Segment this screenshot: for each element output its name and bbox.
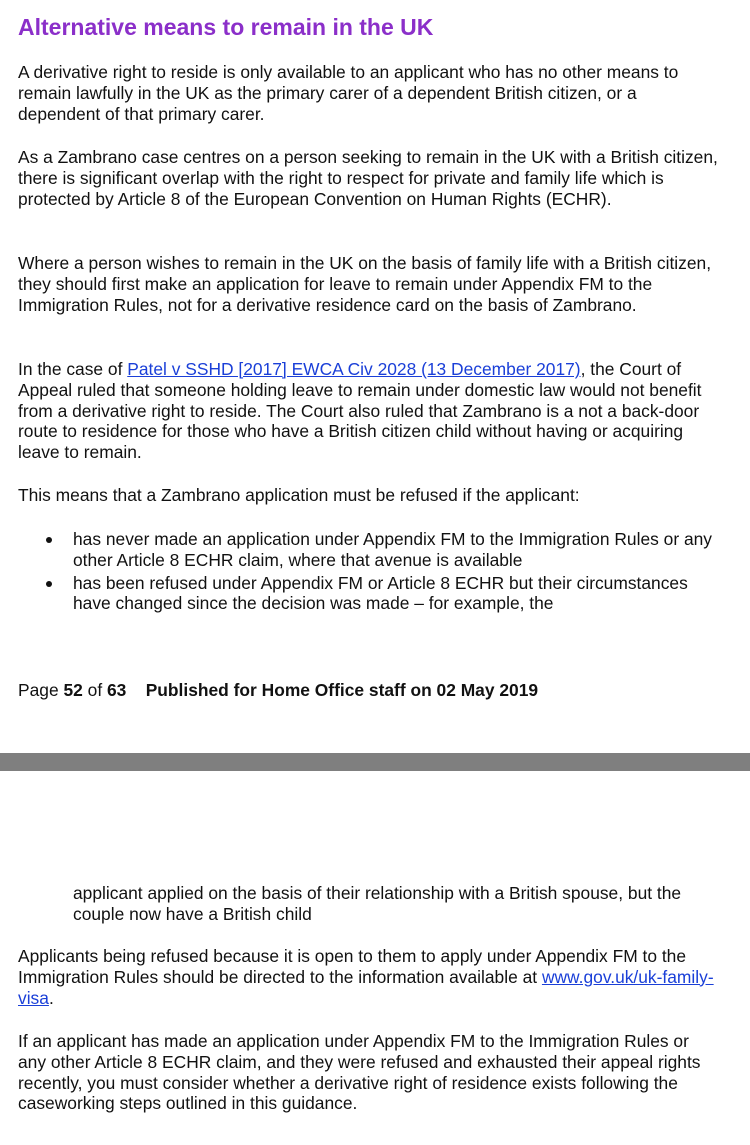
page-number: 52 [63,680,83,700]
paragraph-6-pre: Applicants being refused because it is open to them to apply under Appendix FM to the Immigration Rules should be directed to the information available at [18,946,687,987]
list-item [18,573,718,615]
section-heading: Alternative means to remain in the UK [18,14,434,40]
paragraph-5: This means that a Zambrano application must be refused if the applicant: [18,485,580,505]
bullet-continuation: applicant applied on the basis of their relationship with a British spouse, but the couple now have a British child [73,883,682,924]
page-footer [18,680,538,701]
bullet-icon [46,537,52,543]
refusal-criteria-list [18,529,718,616]
family-visa-link[interactable]: www.gov.uk/uk-family-visa [18,966,714,1008]
published-note: Published for Home Office staff on 02 May 2019 [145,680,539,700]
list-item-text: has been refused under Appendix FM or Article 8 ECHR but their circumstances have changed since the decision was made – for example, the [73,572,688,614]
of-label: of [87,680,103,700]
page-divider [0,753,750,771]
paragraph-4-pre: In the case of [18,359,128,379]
page-total: 63 [107,680,127,700]
paragraph-7: If an applicant has made an application under Appendix FM to the Immigration Rules or any other Article 8 ECHR claim, and they were refused and exhausted their appeal rights recently, you must consider whether a derivative right of residence exists following the caseworking steps outlined in this guidance. [18,1031,701,1114]
page-label: Page [18,680,59,700]
paragraph-6-post: . [48,987,54,1008]
patel-case-link[interactable]: Patel v SSHD [2017] EWCA Civ 2028 (13 December 2017) [127,359,581,379]
paragraph-4 [18,359,718,463]
paragraph-3: Where a person wishes to remain in the UK on the basis of family life with a British citizen, they should first make an application for leave to remain under Appendix FM to the Immigration Rules, not for a derivative residence card on the basis of Zambrano. [18,253,712,315]
list-item [18,529,718,571]
paragraph-4-post: , the Court of Appeal ruled that someone holding leave to remain under domestic law would not benefit from a derivative right to reside. The Court also ruled that Zambrano is a not a back-door route to residence for those who have a British citizen child without having or acquiring leave to remain. [18,359,702,463]
paragraph-6 [18,946,718,1008]
paragraph-2: As a Zambrano case centres on a person seeking to remain in the UK with a British citizen, there is significant overlap with the right to respect for private and family life which is protected by Article 8 of the European Convention on Human Rights (ECHR). [18,147,718,209]
bullet-icon [46,581,52,587]
paragraph-1: A derivative right to reside is only available to an applicant who has no other means to remain lawfully in the UK as the primary carer of a dependent British citizen, or a dependent of that primary carer. [18,62,679,124]
list-item-text: has never made an application under Appendix FM to the Immigration Rules or any other Article 8 ECHR claim, where that avenue is available [73,529,712,570]
